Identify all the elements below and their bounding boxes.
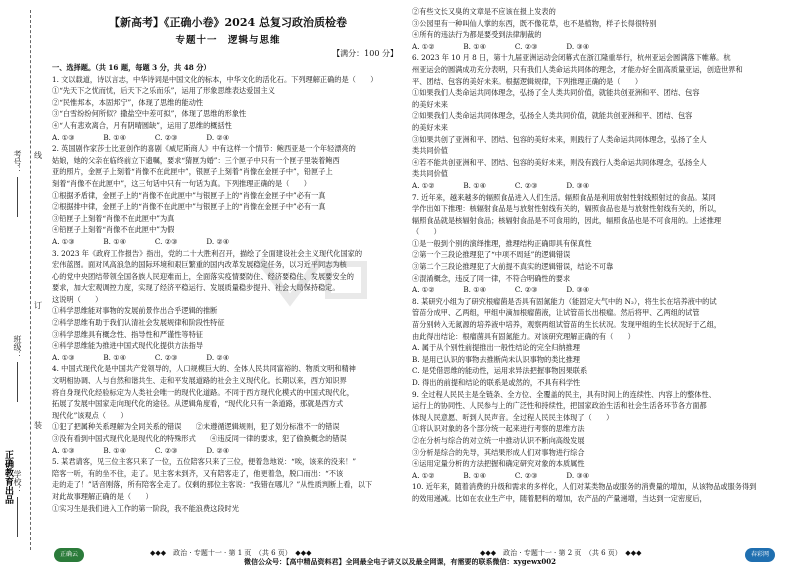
text-line: 8. 某研究小组为了研究根瘤菌是否具有固氮能力（能固定大气中的 N₂），将生长在培养液中的试 (412, 296, 717, 306)
text-line: A. ①③ B. ①④ C. ②③ D. ②④ (52, 132, 230, 142)
text-line: ①是一般到个别的演绎推理，推理结构正确即具有保真性 (412, 238, 592, 248)
text-line: B. 是用已认识的事物去推断尚未认识事物的类比推理 (412, 354, 580, 364)
text-line: 的美好未来 (412, 99, 448, 109)
text-line: 姑娘，她的父亲在临终前立下遗嘱，要求“猜匣为婚”：三个匣子中只有一个匣子里装着鲍西 (52, 155, 340, 165)
text-line: ④运用定量分析的方法把握和确定研究对象的本质属性 (412, 459, 585, 469)
text-line: 管苗分成甲、乙两组，甲组中滴加根瘤菌液，让试管苗长出根瘤。然后将甲、乙两组的试管 (412, 308, 700, 318)
text-line: A. ①③ B. ①④ C. ②③ D. ②④ (52, 352, 230, 362)
page-subtitle: 专题十一 逻辑与思维 (175, 35, 281, 46)
text-line: ②根据排中律，金匣子上的“肖像不在此匣中”与银匣子上的“肖像在金匣子中”必有一真 (52, 202, 326, 212)
text-line: A. 属于从个别性前提推出一般性结论的完全归纳推理 (412, 343, 580, 353)
text-line: A. ①③ B. ①④ C. ②③ D. ②④ (52, 445, 230, 455)
text-line: 4. 中国式现代化是中国共产党领导的，人口规模巨大的、全体人民共同富裕的、物质文明和精神 (52, 364, 356, 374)
text-line: 5. 某君请客，见三位主客只来了一位，五位陪客只来了三位，便着急地说：“唉，该来的没来！” (52, 457, 356, 467)
text-line: 心的党中央团结带领全国各族人民迎难而上，全面落实疫情要防住、经济要稳住、发展要安全的 (52, 271, 354, 281)
binding-word: 装 (34, 421, 42, 430)
text-line: 的效用递减。比如在农业生产中，随着肥料的增加，农产品的产量递增，当达到一定密度后， (412, 493, 707, 503)
text-line: 刻着“肖像不在此匣中”，这三句话中只有一句话为真。下列推理正确的是（ ） (52, 178, 311, 188)
text-line: ④“人有悲欢离合，月有阴晴圆缺”，运用了思维的概括性 (52, 120, 232, 130)
exam-number-field: 考号： (12, 150, 23, 217)
text-line: ④所有的违法行为都是要受到法律制裁的 (412, 30, 542, 40)
text-line: A. ①② B. ①④ C. ②③ D. ③④ (412, 470, 590, 480)
text-line: ①科学思维能对事物的发展前景作出合乎逻辑的推断 (52, 306, 218, 316)
text-line: 2. 英国剧作家莎士比亚创作的喜剧《威尼斯商人》中有这样一个情节：鲍西亚是一个年轻漂亮的 (52, 144, 356, 154)
right-question-text (412, 6, 790, 505)
text-line: ②科学思维有助于我们认清社会发展规律和阶段性特征 (52, 318, 225, 328)
text-line: ①如果我们人类命运共同体理念，弘扬了全人类共同价值，就能共创亚洲和平、团结、包容 (412, 88, 700, 98)
page-title: 【新高考】《正确小卷》2024 总复习政治质检卷 (109, 16, 347, 29)
full-score: 【满分：100 分】 (332, 49, 398, 58)
text-line: ①实习生是我们进入工作的第一阶段，我不能浪费这段时光 (52, 503, 239, 513)
text-line: ④科学思维能为推进中国式现代化提供方法指导 (52, 341, 203, 351)
text-line: 学作出如下推理：核辐射食品是与放射性射线有关的，辐照食品也是与放射性射线有关的，所以， (412, 204, 722, 214)
text-line: 这说明（ ） (52, 294, 103, 304)
text-line: 对此故事理解正确的是（ ） (52, 491, 153, 501)
text-line: 一、选择题。（共 16 题，每题 3 分，共 48 分） (52, 63, 211, 72)
text-line: 类共同价值 (412, 169, 448, 179)
text-line: ③公园里有一种叫仙人掌的东西，既不像花草，也不是植物，样子长得很特别 (412, 18, 657, 28)
text-line: 现代化”该观点（ ） (52, 410, 128, 420)
text-line: ②“民惟邦本，本固邦宁”，体现了思维的能动性 (52, 97, 204, 107)
text-line: 6. 2023 年 10 月 8 日，第十九届亚洲运动会闭幕式在浙江隆重举行，杭州亚运会圆满落下帷幕。杭 (412, 53, 731, 63)
text-line: ③第二个三段论推理犯了大前提不真实的逻辑错误，结论不可靠 (412, 262, 614, 272)
binding-strip (0, 0, 46, 569)
text-line: 7. 近年来，越来越多的辐照食品进入人们生活。辐照食品是利用放射性射线照射过的食品。某同 (412, 192, 716, 202)
text-line: D. 得出的前提和结论的联系是或然的，不具有科学性 (412, 378, 581, 387)
class-field: 班级： (12, 335, 23, 402)
text-line: 要求，加大宏观调控力度，实现了经济平稳运行、发展质量稳步提升、社会大局保持稳定。 (52, 283, 340, 293)
text-line: ③分析是综合的先导，其结果形成人们对事物进行综合 (412, 447, 585, 457)
text-line: ④混淆概念，违反了同一律，不符合明确性的要求 (412, 273, 571, 283)
text-line: ②在分析与综合的对立统一中推动认识不断向高级发展 (412, 435, 585, 445)
watermark-logo (250, 250, 370, 310)
text-line: 苗分别转入无氮源的培养液中培养，观察两组试管苗的生长状况。发现甲组的生长状况好于乙组， (412, 320, 722, 330)
page-footer (0, 546, 800, 568)
right-page (412, 0, 792, 546)
text-line: （ ） (412, 227, 441, 237)
text-line: 宏伟蓝图。面对风高浪急的国际环境和艰巨繁重的国内改革发展稳定任务，以习近平同志为核 (52, 260, 347, 270)
text-line: ④铅匣子上刻着“肖像不在此匣中”为假 (52, 225, 175, 235)
text-line: ②第一个三段论推理犯了“中项不周延”的逻辑错误 (412, 250, 571, 260)
footer-logo-right: 春彩网 (745, 548, 775, 562)
text-line: 平、团结、包容的美好未来。根据逻辑规律，下列推理正确的是（ ） (412, 76, 643, 86)
text-line: 陪客一听，有的坐不住，走了。见主客未到齐，又有陪客走了，他更着急，脱口而出：“不该 (52, 468, 344, 478)
publisher-brand: 正确教育出品 (3, 450, 13, 504)
text-line: 1. 文以载道，诗以言志，中华诗词是中国文化的标本，中华文化的活化石。下列理解正确的是（ ） (52, 74, 378, 84)
text-line: 文明相协调、人与自然和谐共生、走和平发展道路的社会主义现代化。长期以来，西方知识界 (52, 376, 347, 386)
text-line: 的美好未来 (412, 122, 448, 132)
text-line: A. ①② B. ①④ C. ②③ D. ③④ (412, 285, 590, 295)
text-line: 将自身现代化经验标定为人类社会唯一的现代化道路。不同于西方现代化模式的中国式现代化， (52, 387, 354, 397)
text-line: A. ①② B. ①④ C. ②③ D. ③④ (412, 41, 590, 51)
text-line: A. ①② B. ①④ C. ②③ D. ③④ (412, 180, 590, 190)
binding-word: 线 (34, 151, 42, 160)
text-line: ①根据矛盾律，金匣子上的“肖像不在此匣中”与银匣子上的“肖像在金匣子中”必有一真 (52, 190, 326, 200)
footer-logo-left: 正确云 (54, 548, 84, 562)
page-number-left: ◆◆◆ 政治 · 专题十一 · 第 1 页 （共 6 页） ◆◆◆ (150, 549, 312, 557)
text-line: ③如果共创了亚洲和平、团结、包容的美好未来，则践行了人类命运共同体理念，弘扬了全人 (412, 134, 707, 144)
text-line: ③“白雪纷纷何所似？撒盐空中差可拟”，体现了思维的形象性 (52, 109, 247, 119)
text-line: ①将认识对象的各个部分统一起来进行考察的思维方法 (412, 424, 585, 434)
text-line: 州亚运会的圆满成功充分表明，只有我们人类命运共同体的理念，才能办好全面高质量亚运，创造世界和 (412, 64, 743, 74)
text-line: ②有些文长又臭的文章是不应该在报上发表的 (412, 7, 556, 16)
text-line: 由此得出结论：根瘤菌具有固氮能力。对该研究理解正确的有（ ） (412, 331, 635, 341)
text-line: 体现人民意愿、听到人民声音。全过程人民民主体现了（ ） (412, 412, 614, 422)
text-line: ①犯了把属种关系理解为全同关系的错误 ②未遵循逻辑规则，犯了划分标准不一的错误 (52, 422, 340, 432)
footer-contact: 微信公众号：【高中精品资料君】全网最全电子讲义以及最全网课，有需要的联系微信：xygewx002 (244, 557, 556, 566)
page-number-right: ◆◆◆ 政治 · 专题十一 · 第 2 页 （共 6 页） ◆◆◆ (480, 549, 642, 557)
text-line: 运行上的协同性、人民参与上的广泛性和持续性，把国家政治生活和社会生活各环节各方面都 (412, 401, 707, 411)
text-line: 10. 近年来，随着消费的升级和需求的多样化，人们对某类物品或服务的消费量的增加，从该物品或服务得到 (412, 482, 757, 492)
text-line: ③铅匣子上刻着“肖像不在此匣中”为真 (52, 213, 175, 223)
school-field: 学校： (12, 470, 23, 537)
text-line: A. ①③ B. ①④ C. ②③ D. ②④ (52, 236, 230, 246)
text-line: ③没有看到中国式现代化是现代化的特殊形式 ④违反同一律的要求，犯了偷换概念的错误 (52, 434, 347, 443)
binding-word: 订 (34, 301, 42, 310)
text-line: 拓展了发展中国家走向现代化的途径。从逻辑角度看，“现代化只有一条道路，那就是西方式 (52, 399, 344, 409)
text-line: ①“先天下之忧而忧，后天下之乐而乐”，运用了形象思维表达爱国主义 (52, 86, 275, 96)
cut-line (30, 10, 31, 550)
text-line: C. 是凭借思维的能动性，运用求异法把握事物因果联系 (412, 366, 588, 376)
text-line: 辐照食品就是核辐射食品；核辐射食品是不可食用的，因此，辐照食品也是不可食用的。上述推理 (412, 215, 722, 225)
text-line: 3. 2023 年《政府工作报告》指出，党的二十大胜利召开，描绘了全面建设社会主义现代化国家的 (52, 248, 363, 258)
text-line: 类共同价值 (412, 146, 448, 156)
text-line: 9. 全过程人民民主是全链条、全方位、全覆盖的民主，具有时间上的连续性、内容上的整体性、 (412, 389, 716, 399)
text-line: ③科学思维具有概念性、指导性和严谨性等特征 (52, 329, 203, 339)
text-line: 亚的照片，金匣子上刻着“肖像不在此匣中”，银匣子上刻着“肖像在金匣子中”，铅匣子上 (52, 167, 333, 177)
text-line: ④若不能共创亚洲和平、团结、包容的美好未来，则没有践行人类命运共同体理念，弘扬全人 (412, 157, 707, 167)
text-line: ②如果我们人类命运共同体理念，弘扬全人类共同价值，就能共创亚洲和平、团结、包容 (412, 111, 693, 121)
text-line: 走的走了！”话音刚落，所有陪客全走了。仅剩的那位主客说：“我错在哪儿？”从性质判断上看，以下 (52, 480, 373, 490)
